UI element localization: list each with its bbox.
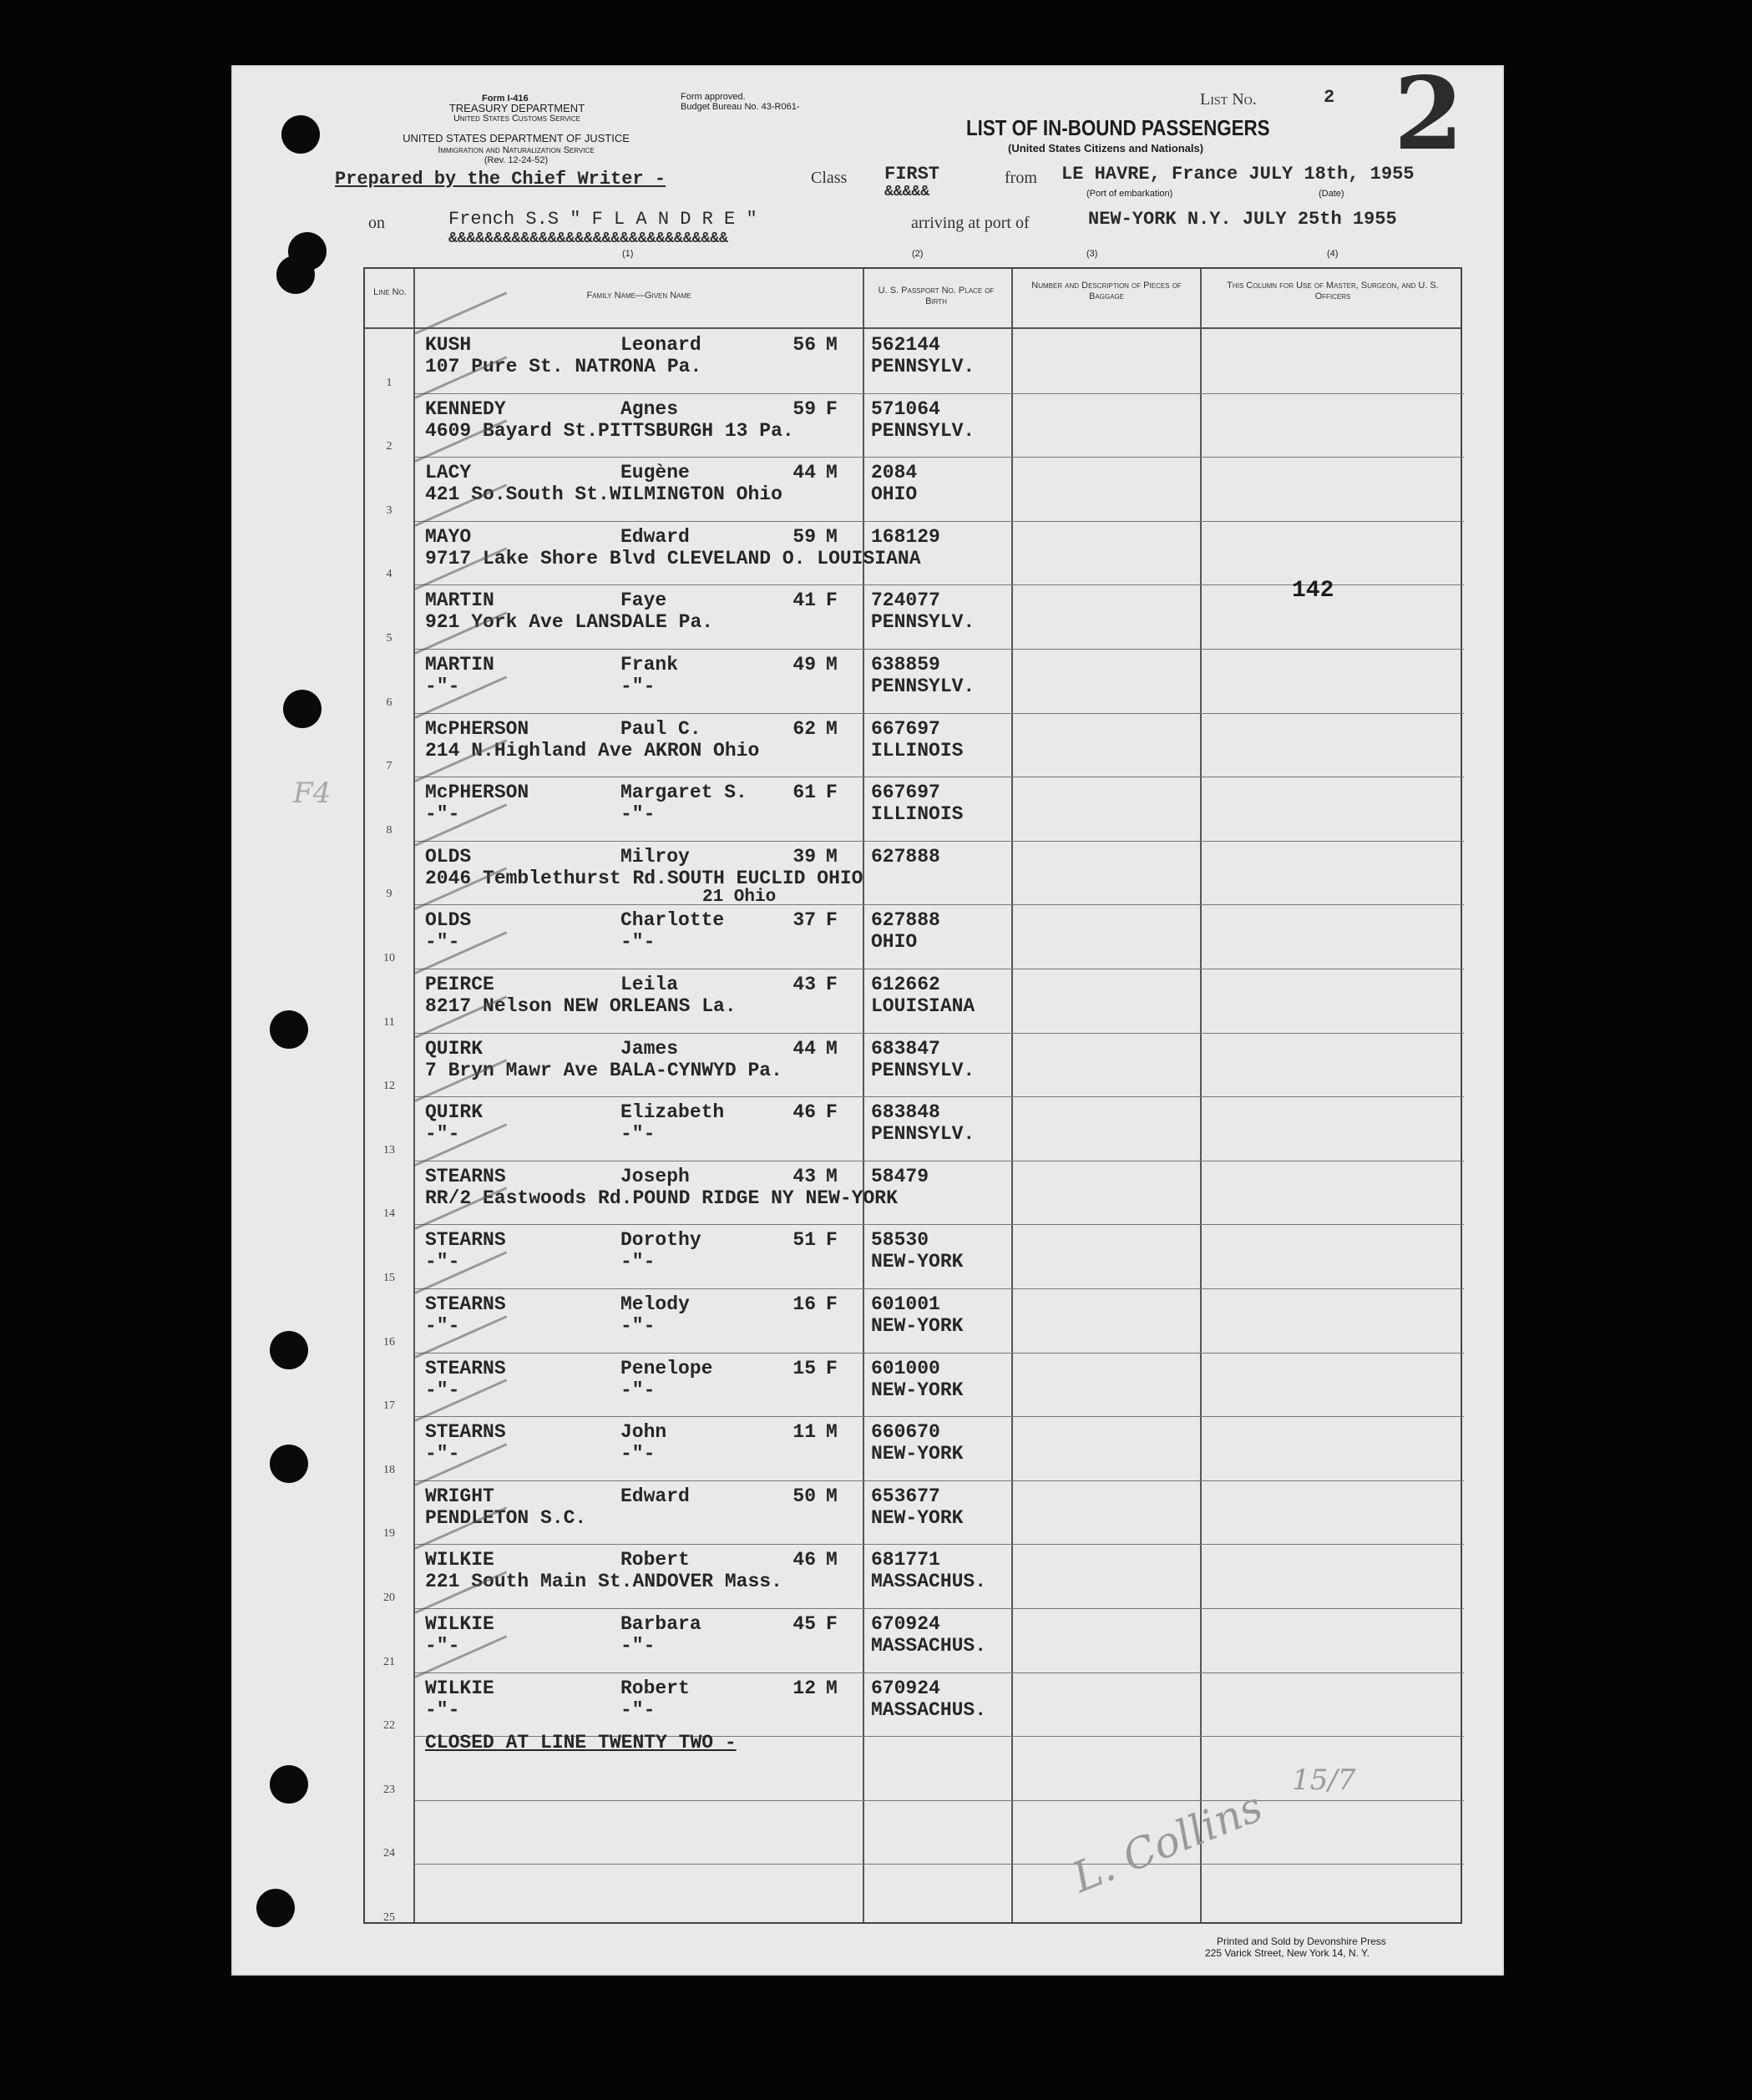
place-of-birth: OHIO xyxy=(871,931,918,954)
place-of-birth: PENNSYLV. xyxy=(871,419,975,442)
table-row xyxy=(365,1672,1464,1737)
row-divider xyxy=(415,1033,1464,1034)
family-name: KUSH xyxy=(425,334,472,356)
table-row xyxy=(365,1033,1464,1097)
passport-number: 168129 xyxy=(871,525,940,548)
family-name: MARTIN xyxy=(425,590,494,612)
row-divider xyxy=(415,1416,1464,1417)
family-name: MAYO xyxy=(425,525,472,548)
row-divider xyxy=(415,1353,1464,1354)
line-number: 12 xyxy=(383,1080,395,1093)
passport-number: 660670 xyxy=(871,1421,940,1444)
sex: M xyxy=(826,845,838,868)
address: 4609 Bayard St.PITTSBURGH 13 Pa. xyxy=(425,419,794,442)
passport-number: 683848 xyxy=(871,1101,940,1124)
place-of-birth: ILLINOIS xyxy=(871,739,964,762)
row-divider xyxy=(415,649,1464,650)
list-number-label: List No. xyxy=(1200,90,1257,109)
sex: F xyxy=(826,590,838,612)
row-divider xyxy=(415,1224,1464,1225)
row-divider xyxy=(415,713,1464,714)
given-name: Leila xyxy=(620,974,679,995)
place-of-birth: PENNSYLV. xyxy=(871,356,975,377)
passport-number: 667697 xyxy=(871,717,940,740)
given-name: Dorothy xyxy=(620,1229,701,1252)
given-ditto: -"- xyxy=(620,1698,656,1721)
table-row xyxy=(365,457,1464,521)
passport-number: 2084 xyxy=(871,462,918,484)
given-name: Milroy xyxy=(620,845,690,868)
age: 51 xyxy=(792,1229,816,1252)
passport-number: 601001 xyxy=(871,1293,940,1315)
line-number: 5 xyxy=(386,631,392,645)
family-name: WRIGHT xyxy=(425,1485,494,1507)
place-of-birth: NEW-YORK xyxy=(871,1251,964,1273)
class-value: FIRST xyxy=(884,164,940,185)
table-row xyxy=(365,904,1464,969)
address: 107 Pure St. NATRONA Pa. xyxy=(425,356,702,377)
table-row xyxy=(365,841,1464,905)
given-name: James xyxy=(620,1037,679,1060)
age: 45 xyxy=(792,1613,816,1635)
address: -"- xyxy=(425,1379,460,1401)
punch-hole xyxy=(283,690,322,728)
officer-count-note: 142 xyxy=(1292,578,1334,604)
place-of-birth: LOUISIANA xyxy=(871,995,975,1017)
line-number: 20 xyxy=(383,1591,395,1604)
vessel-strikeout: &&&&&&&&&&&&&&&&&&&&&&&&&&&&&&& xyxy=(448,230,728,247)
sex: F xyxy=(826,1357,838,1379)
row-divider xyxy=(415,457,1464,458)
punch-hole xyxy=(276,256,315,294)
address: -"- xyxy=(425,1251,460,1273)
given-name: Faye xyxy=(620,590,667,612)
signature-mark: 15/7 xyxy=(1292,1763,1356,1797)
given-ditto: -"- xyxy=(620,1251,656,1273)
passport-number: 670924 xyxy=(871,1677,940,1699)
given-ditto: -"- xyxy=(620,803,656,826)
family-name: McPHERSON xyxy=(425,717,529,740)
line-number: 7 xyxy=(386,760,392,773)
row-divider xyxy=(415,393,1464,394)
table-row xyxy=(365,1224,1464,1288)
row-divider xyxy=(415,1864,1464,1865)
class-label: Class xyxy=(811,169,848,187)
place-of-birth: OHIO xyxy=(871,483,918,506)
row-divider xyxy=(415,521,1464,522)
age: 56 xyxy=(792,334,816,356)
row-divider xyxy=(415,1096,1464,1097)
line-number: 16 xyxy=(383,1335,395,1349)
line-number: 8 xyxy=(386,823,392,837)
header-passport: U. S. Passport No. Place of Birth xyxy=(878,286,995,306)
line-number: 6 xyxy=(386,696,392,709)
punch-hole xyxy=(256,1889,295,1927)
age: 11 xyxy=(792,1421,816,1444)
family-name: McPHERSON xyxy=(425,782,529,804)
customs-label: United States Customs Service xyxy=(453,114,581,124)
place-of-birth: MASSACHUS. xyxy=(871,1635,987,1657)
given-name: Joseph xyxy=(620,1165,690,1187)
address: RR/2 Eastwoods Rd.POUND RIDGE NY NEW-YORK xyxy=(425,1187,898,1209)
table-row xyxy=(365,329,1464,393)
sex: F xyxy=(826,1293,838,1315)
family-name: PEIRCE xyxy=(425,974,494,995)
address: -"- xyxy=(425,1315,460,1337)
address: -"- xyxy=(425,1443,460,1465)
family-name: STEARNS xyxy=(425,1165,506,1187)
family-name: KENNEDY xyxy=(425,397,506,420)
given-name: John xyxy=(620,1421,667,1444)
address: 8217 Nelson NEW ORLEANS La. xyxy=(425,995,737,1017)
vessel-name: French S.S " F L A N D R E " xyxy=(448,209,757,230)
row-divider xyxy=(415,1544,1464,1545)
sex: M xyxy=(826,717,838,740)
table-row xyxy=(365,713,1464,777)
sex: M xyxy=(826,654,838,676)
place-of-birth: NEW-YORK xyxy=(871,1506,964,1529)
from-label: from xyxy=(1005,169,1037,187)
family-name: OLDS xyxy=(425,845,472,868)
line-number: 17 xyxy=(383,1399,395,1413)
passport-number: 653677 xyxy=(871,1485,940,1507)
age: 61 xyxy=(792,782,816,804)
family-name: STEARNS xyxy=(425,1357,506,1379)
sex: M xyxy=(826,1549,838,1571)
address: -"- xyxy=(425,1698,460,1721)
age: 15 xyxy=(792,1357,816,1379)
given-name: Edward xyxy=(620,525,690,548)
header-baggage: Number and Description of Pieces of Baggage xyxy=(1031,281,1182,301)
line-number: 22 xyxy=(383,1719,395,1733)
row-divider xyxy=(415,904,1464,905)
place-of-birth: NEW-YORK xyxy=(871,1443,964,1465)
given-name: Leonard xyxy=(620,334,701,356)
document-title: LIST OF IN-BOUND PASSENGERS xyxy=(966,115,1270,140)
address: 421 So.South St.WILMINGTON Ohio xyxy=(425,483,782,506)
passport-number: 724077 xyxy=(871,590,940,612)
sex: M xyxy=(826,334,838,356)
arrival-value: NEW-YORK N.Y. JULY 25th 1955 xyxy=(1088,209,1397,230)
line-number: 11 xyxy=(383,1015,395,1029)
date-caption: (Date) xyxy=(1319,189,1344,199)
printer-line-1: Printed and Sold by Devonshire Press xyxy=(1217,1936,1386,1947)
table-row xyxy=(365,1864,1464,1928)
passport-number: 627888 xyxy=(871,909,940,932)
form-number: Form I-416 xyxy=(482,94,529,104)
age: 44 xyxy=(792,1037,816,1060)
address: -"- xyxy=(425,676,460,697)
header-line-no: Line No. xyxy=(373,287,407,297)
family-name: STEARNS xyxy=(425,1421,506,1444)
place-of-birth: NEW-YORK xyxy=(871,1315,964,1337)
line-number: 13 xyxy=(383,1143,395,1156)
passport-number: 627888 xyxy=(871,845,940,868)
given-ditto: -"- xyxy=(620,1315,656,1337)
sex: F xyxy=(826,974,838,995)
arriving-label: arriving at port of xyxy=(911,214,1030,232)
given-name: Melody xyxy=(620,1293,690,1315)
age: 59 xyxy=(792,397,816,420)
document-subtitle: (United States Citizens and Nationals) xyxy=(1008,142,1204,154)
sex: M xyxy=(826,1485,838,1507)
table-row xyxy=(365,1416,1464,1480)
place-of-birth: NEW-YORK xyxy=(871,1379,964,1401)
address: 214 N.Highland Ave AKRON Ohio xyxy=(425,739,760,762)
passport-number: 638859 xyxy=(871,654,940,676)
passport-number: 681771 xyxy=(871,1549,940,1571)
family-name: QUIRK xyxy=(425,1037,484,1060)
line-number: 23 xyxy=(383,1783,395,1796)
given-ditto: -"- xyxy=(620,1443,656,1465)
family-name: STEARNS xyxy=(425,1229,506,1252)
address: -"- xyxy=(425,1123,460,1146)
sex: F xyxy=(826,1613,838,1635)
given-name: Charlotte xyxy=(620,909,725,932)
header-name: Family Name—Given Name xyxy=(586,291,691,301)
closing-note: CLOSED AT LINE TWENTY TWO - xyxy=(425,1732,737,1753)
line-number: 10 xyxy=(383,951,395,964)
form-approved: Form approved. xyxy=(681,92,746,102)
punch-hole xyxy=(270,1765,308,1804)
table-row xyxy=(365,1161,1464,1225)
list-number-value: 2 xyxy=(1324,87,1335,108)
given-name: Frank xyxy=(620,654,679,676)
address: -"- xyxy=(425,1635,460,1657)
age: 59 xyxy=(792,525,816,548)
row-divider xyxy=(415,1608,1464,1609)
place-of-birth: PENNSYLV. xyxy=(871,1059,975,1081)
row-divider xyxy=(415,1288,1464,1289)
given-name: Penelope xyxy=(620,1357,713,1379)
table-row xyxy=(365,1353,1464,1417)
table-row xyxy=(365,1096,1464,1161)
sex: F xyxy=(826,782,838,804)
punch-hole xyxy=(281,115,320,154)
given-name: Robert xyxy=(620,1549,690,1571)
passport-number: 667697 xyxy=(871,782,940,804)
age: 46 xyxy=(792,1101,816,1124)
passenger-rows xyxy=(365,329,1464,1925)
sex: M xyxy=(826,1677,838,1699)
table-row xyxy=(365,969,1464,1033)
printer-line-2: 225 Varick Street, New York 14, N. Y. xyxy=(1205,1947,1370,1959)
place-of-birth: PENNSYLV. xyxy=(871,676,975,697)
family-name: OLDS xyxy=(425,909,472,932)
age: 46 xyxy=(792,1549,816,1571)
given-name: Paul C. xyxy=(620,717,701,740)
table-row xyxy=(365,1288,1464,1353)
family-name: STEARNS xyxy=(425,1293,506,1315)
address: 7 Bryn Mawr Ave BALA-CYNWYD Pa. xyxy=(425,1059,782,1081)
passport-number: 683847 xyxy=(871,1037,940,1060)
revision-label: (Rev. 12-24-52) xyxy=(484,155,549,165)
table-row xyxy=(365,777,1464,841)
line-number: 15 xyxy=(383,1271,395,1284)
age: 41 xyxy=(792,590,816,612)
passport-number: 612662 xyxy=(871,974,940,995)
sex: M xyxy=(826,525,838,548)
address: -"- xyxy=(425,931,460,954)
age: 43 xyxy=(792,1165,816,1187)
place-of-birth: MASSACHUS. xyxy=(871,1698,987,1721)
line-number: 3 xyxy=(386,503,392,517)
given-name: Barbara xyxy=(620,1613,701,1635)
given-ditto: -"- xyxy=(620,1635,656,1657)
line-number: 4 xyxy=(386,568,392,581)
passenger-table xyxy=(363,267,1462,1924)
address-continuation: 21 Ohio xyxy=(702,887,777,907)
age: 50 xyxy=(792,1485,816,1507)
justice-label: UNITED STATES DEPARTMENT OF JUSTICE xyxy=(403,132,630,144)
column-mark-2: (2) xyxy=(912,249,924,259)
line-number: 2 xyxy=(386,440,392,453)
family-name: LACY xyxy=(425,462,472,484)
table-row xyxy=(365,649,1464,713)
sex: M xyxy=(826,1421,838,1444)
margin-note: F4 xyxy=(293,777,332,810)
given-name: Elizabeth xyxy=(620,1101,725,1124)
passport-number: 571064 xyxy=(871,397,940,420)
punch-hole xyxy=(270,1010,308,1049)
place-of-birth: MASSACHUS. xyxy=(871,1571,987,1593)
table-row xyxy=(365,1800,1464,1865)
age: 16 xyxy=(792,1293,816,1315)
table-row xyxy=(365,521,1464,585)
given-ditto: -"- xyxy=(620,931,656,954)
age: 12 xyxy=(792,1677,816,1699)
table-row xyxy=(365,1544,1464,1608)
line-number: 18 xyxy=(383,1463,395,1476)
class-strikeout: &&&&& xyxy=(884,184,930,200)
place-of-birth: PENNSYLV. xyxy=(871,611,975,634)
column-mark-1: (1) xyxy=(622,249,634,259)
line-number: 24 xyxy=(383,1847,395,1860)
age: 37 xyxy=(792,909,816,932)
address: PENDLETON S.C. xyxy=(425,1506,587,1529)
officer-signature: L. Collins xyxy=(1066,1782,1269,1902)
given-name: Eugène xyxy=(620,462,690,484)
place-of-birth: ILLINOIS xyxy=(871,803,964,826)
line-number: 1 xyxy=(386,376,392,389)
row-divider xyxy=(415,1480,1464,1481)
table-row xyxy=(365,393,1464,458)
punch-hole xyxy=(270,1331,308,1369)
passport-number: 601000 xyxy=(871,1357,940,1379)
sex: F xyxy=(826,397,838,420)
passport-number: 58530 xyxy=(871,1229,929,1252)
passport-number: 562144 xyxy=(871,334,940,356)
passport-number: 58479 xyxy=(871,1165,929,1187)
family-name: QUIRK xyxy=(425,1101,484,1124)
age: 43 xyxy=(792,974,816,995)
sex: F xyxy=(826,909,838,932)
passport-number: 670924 xyxy=(871,1613,940,1635)
age: 62 xyxy=(792,717,816,740)
row-divider xyxy=(415,1672,1464,1673)
port-embark-caption: (Port of embarkation) xyxy=(1086,189,1173,199)
age: 49 xyxy=(792,654,816,676)
ins-label: Immigration and Naturalization Service xyxy=(438,145,595,155)
family-name: WILKIE xyxy=(425,1677,494,1699)
family-name: WILKIE xyxy=(425,1613,494,1635)
sex: M xyxy=(826,462,838,484)
manifest-page xyxy=(231,65,1504,1976)
on-label: on xyxy=(368,214,385,232)
address: 9717 Lake Shore Blvd CLEVELAND O. LOUISIANA xyxy=(425,547,921,569)
sex: F xyxy=(826,1229,838,1252)
embarkation-value: LE HAVRE, France JULY 18th, 1955 xyxy=(1061,164,1415,185)
given-name: Edward xyxy=(620,1485,690,1507)
address: 2046 Temblethurst Rd.SOUTH EUCLID OHIO xyxy=(425,867,863,889)
given-name: Agnes xyxy=(620,397,679,420)
age: 39 xyxy=(792,845,816,868)
given-ditto: -"- xyxy=(620,1123,656,1146)
punch-hole xyxy=(270,1445,308,1483)
column-mark-4: (4) xyxy=(1327,249,1339,259)
prepared-by: Prepared by the Chief Writer - xyxy=(335,169,666,190)
row-divider xyxy=(415,841,1464,842)
treasury-label: TREASURY DEPARTMENT xyxy=(448,102,585,114)
budget-bureau: Budget Bureau No. 43-R061- xyxy=(681,102,800,112)
family-name: WILKIE xyxy=(425,1549,494,1571)
line-number: 21 xyxy=(383,1655,395,1668)
family-name: MARTIN xyxy=(425,654,494,676)
sex: M xyxy=(826,1165,838,1187)
column-mark-3: (3) xyxy=(1086,249,1098,259)
place-of-birth: PENNSYLV. xyxy=(871,1123,975,1146)
large-list-number: 2 xyxy=(1394,65,1464,173)
given-ditto: -"- xyxy=(620,676,656,697)
sex: F xyxy=(826,1101,838,1124)
header-officers: This Column for Use of Master, Surgeon, and U. S. Officers xyxy=(1227,281,1439,301)
age: 44 xyxy=(792,462,816,484)
sex: M xyxy=(826,1037,838,1060)
given-ditto: -"- xyxy=(620,1379,656,1401)
line-number: 9 xyxy=(386,888,392,901)
given-name: Robert xyxy=(620,1677,690,1699)
row-divider xyxy=(415,1800,1464,1801)
table-row xyxy=(365,1480,1464,1545)
line-number: 25 xyxy=(383,1910,395,1924)
address: 221 South Main St.ANDOVER Mass. xyxy=(425,1571,782,1593)
given-name: Margaret S. xyxy=(620,782,747,804)
line-number: 19 xyxy=(383,1527,395,1541)
address: -"- xyxy=(425,803,460,826)
address: 921 York Ave LANSDALE Pa. xyxy=(425,611,714,634)
table-row xyxy=(365,1608,1464,1672)
line-number: 14 xyxy=(383,1207,395,1221)
